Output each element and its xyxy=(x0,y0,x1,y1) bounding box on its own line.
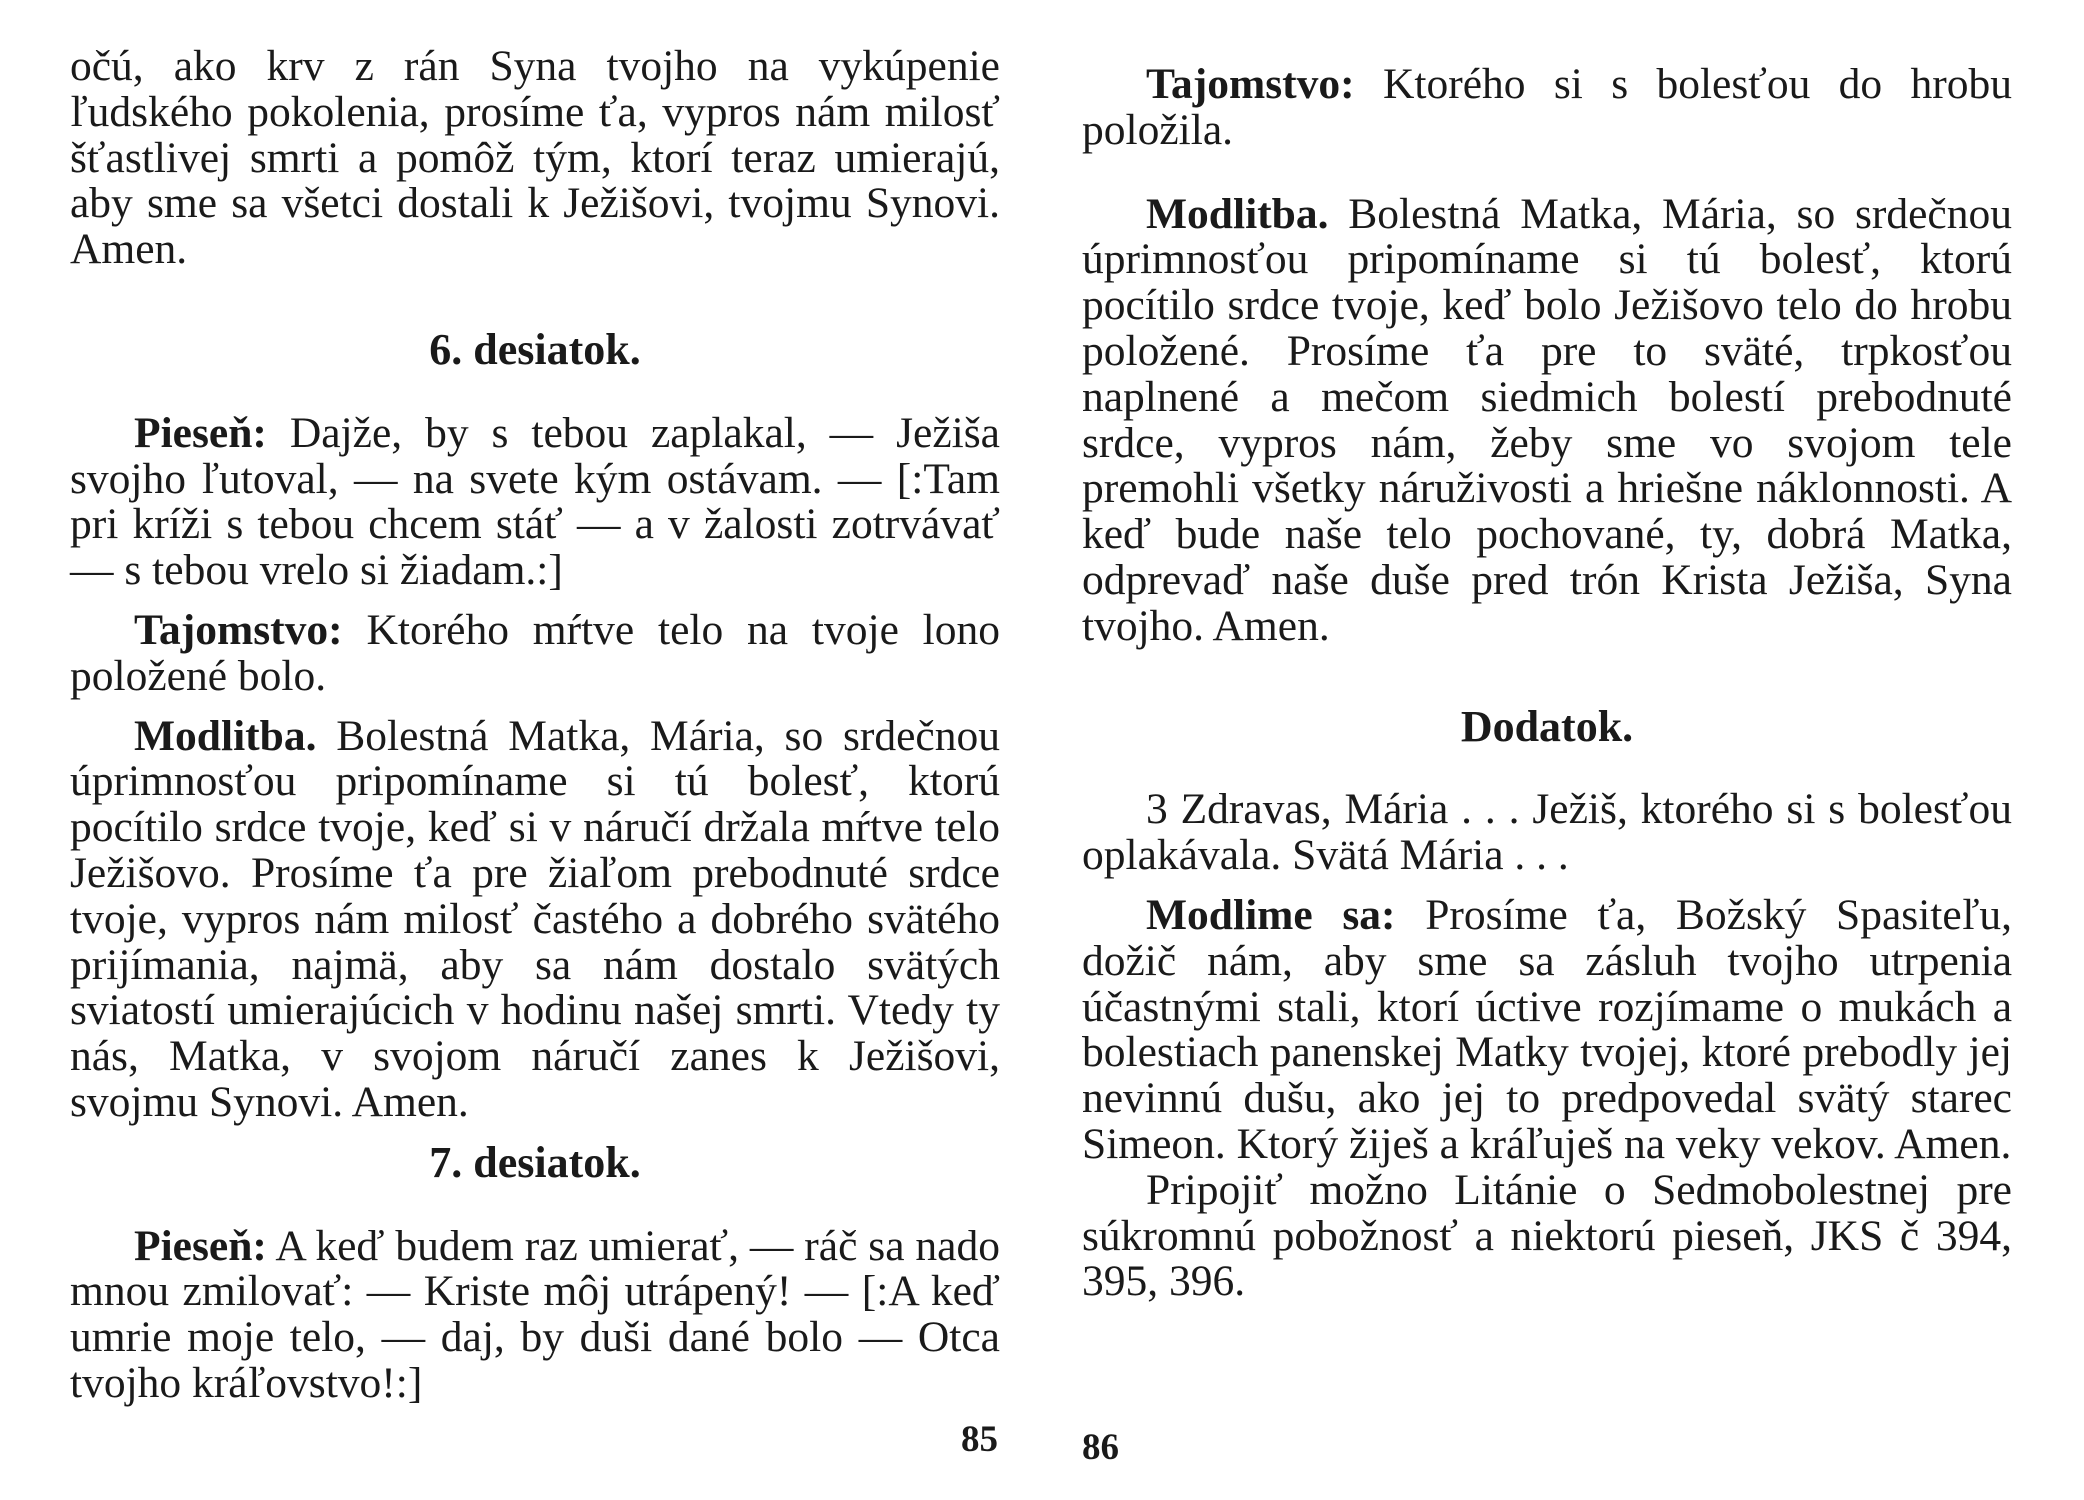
mystery-paragraph xyxy=(1082,62,2012,154)
appendix-heading: Dodatok. xyxy=(1460,701,1634,751)
hail-paragraph: 3 Zdravas, Mária . . . Ježiš, ktorého si s bolesťou oplakávala. Svätá Mária . . . xyxy=(1082,785,2012,880)
song-text: A keď budem raz umierať, — ráč sa nado mnou zmilovať: — Kriste môj utrápený! — [:A keď umrie moje telo, — daj, by duši dané bolo — Otca tvojho kráľovstvo!:] xyxy=(70,1221,1000,1407)
song-label: Pieseň: xyxy=(134,408,267,457)
mystery-text: Ktorého mŕtve telo na tvoje lono položené bolo. xyxy=(70,605,1000,700)
prayer-paragraph xyxy=(1082,189,2012,650)
section-7-song xyxy=(70,1221,1000,1407)
pray-label: Modlime sa: xyxy=(1146,890,1396,939)
left-page-text xyxy=(70,44,1000,1407)
left-page xyxy=(70,0,1000,1500)
right-page xyxy=(1082,0,2012,1500)
continuation-paragraph: očú, ako krv z rán Syna tvojho na vykúpenie ľudského pokolenia, prosíme ťa, vypros nám milosť šťastlivej smrti a pomôž tým, ktorí teraz umierajú, aby sme sa všetci dostali k Ježišovi, tvojmu Synovi. Amen. xyxy=(70,42,1000,274)
section-7-heading: 7. desiatok. xyxy=(429,1137,641,1187)
mystery-text: Ktorého si s bolesťou do hrobu položila. xyxy=(1082,60,2012,154)
right-page-text xyxy=(1082,62,2012,1305)
pray-text: Prosíme ťa, Božský Spasiteľu, dožič nám, aby sme sa zásluh tvojho utrpenia účastnými stali, ktorí úctive rozjímame o mukách a bolestiach panenskej Matky tvojej, ktoré prebodly jej nevinnú dušu, ako jej to predpovedal svätý starec Simeon. Ktorý žiješ a kráľuješ na veky vekov. Amen. xyxy=(1082,890,2012,1168)
prayer-label: Modlitba. xyxy=(1146,189,1329,238)
note-paragraph: Pripojiť možno Litánie o Sedmobolestnej pre súkromnú pobožnosť a niektorú pieseň, JKS č 394, 395, 396. xyxy=(1082,1165,2012,1306)
page-number: 85 xyxy=(961,1419,998,1460)
song-text: Dajže, by s tebou zaplakal, — Ježiša svojho ľutoval, — na svete kým ostávam. — [:Tam pri kríži s tebou chcem stáť — a v žalosti zotrvávať — s tebou vrelo si žiadam.:] xyxy=(70,408,1000,595)
section-6-song xyxy=(70,408,1000,595)
song-label: Pieseň: xyxy=(134,1221,267,1270)
prayer-text: Bolestná Matka, Mária, so srdečnou úprimnosťou pripomíname si tú bolesť, ktorú pocítilo srdce tvoje, keď si v náručí držala mŕtve telo Ježišovo. Prosíme ťa pre žiaľom prebodnuté srdce tvoje, vypros nám milosť častého a dobrého svätého prijímania, najmä, aby sa nám dostalo svätých sviatostí umierajúcich v hodinu našej smrti. Vtedy ty nás, Matka, v svojom náručí zanes k Ježišovi, svojmu Synovi. Amen. xyxy=(70,711,1000,1126)
section-6-prayer xyxy=(70,711,1000,1126)
mystery-label: Tajomstvo: xyxy=(134,605,343,654)
prayer-label: Modlitba. xyxy=(134,711,317,760)
section-6-heading: 6. desiatok. xyxy=(429,324,641,374)
mystery-label: Tajomstvo: xyxy=(1146,60,1355,108)
prayer-text: Bolestná Matka, Mária, so srdečnou úprimnosťou pripomíname si tú bolesť, ktorú pocítilo srdce tvoje, keď bolo Ježišovo telo do hrobu položené. Prosíme ťa pre to sväté, trpkosťou naplnené a mečom siedmich bolestí prebodnuté srdce, vypros nám, žeby sme vo svojom tele premohli všetky náruživosti a hriešne náklonnosti. A keď bude naše telo pochované, ty, dobrá Matka, odprevaď naše duše pred trón Krista Ježiša, Syna tvojho. Amen. xyxy=(1082,189,2012,650)
closing-prayer-paragraph xyxy=(1082,890,2012,1168)
section-6-mystery xyxy=(70,605,1000,700)
page-number: 86 xyxy=(1082,1427,1119,1468)
